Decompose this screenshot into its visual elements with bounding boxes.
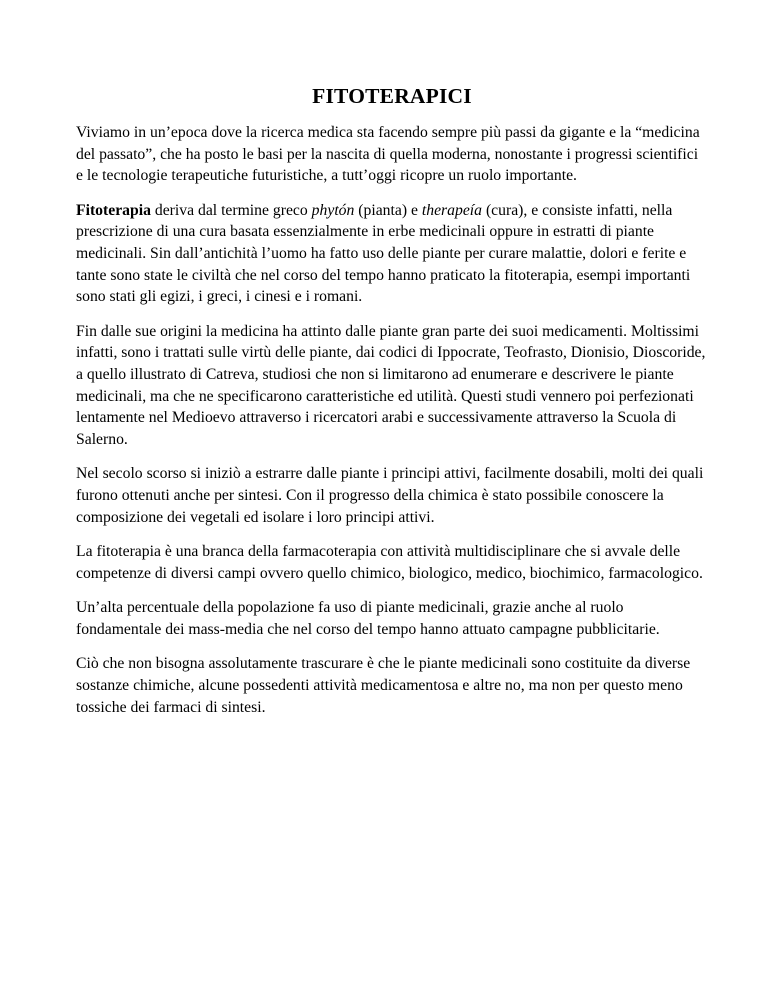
paragraph-discipline: La fitoterapia è una branca della farmacoterapia con attività multidisciplinare che si avvale delle competenze di diversi campi ovvero quello chimico, biologico, medico, biochimico, farmacologico.: [76, 543, 703, 582]
paragraph-intro: Viviamo in un’epoca dove la ricerca medica sta facendo sempre più passi da gigante e la “medicina del passato”, che ha posto le basi per la nascita di quella moderna, nonostante i progressi scientifici e le tecnologie terapeutiche futuristiche, a tutt’oggi ricopre un ruolo importante.: [76, 124, 700, 185]
greek-word-phyton: phytón: [311, 201, 355, 219]
document-title: FITOTERAPICI: [312, 84, 472, 108]
greek-word-therapeia: therapeía: [421, 201, 483, 219]
term-fitoterapia: Fitoterapia: [76, 201, 151, 219]
definition-text-1: deriva dal termine greco: [150, 201, 312, 219]
paragraph-active-principles: Nel secolo scorso si iniziò a estrarre dalle piante i principi attivi, facilmente dosabili, molti dei quali furono ottenuti anche per sintesi. Con il progresso della chimica è stato possibile conoscere la composizione dei vegetali ed isolare i loro principi attivi.: [76, 465, 704, 526]
paragraph-warning: Ciò che non bisogna assolutamente trascurare è che le piante medicinali sono costituite da diverse sostanze chimiche, alcune possedenti attività medicamentosa e altre no, ma non per questo meno tossiche dei farmaci di sintesi.: [76, 655, 691, 716]
paragraph-history: Fin dalle sue origini la medicina ha attinto dalle piante gran parte dei suoi medicamenti. Moltissimi infatti, sono i trattati sulle virtù delle piante, dai codici di Ippocrate, Teofrasto, Dionisio, Dioscoride, a quello illustrato di Catreva, studiosi che non si limitarono ad enumerare e descrivere le piante medicinali, ma che ne specificarono caratteristiche ed utilità. Questi studi vennero poi perfezionati lentamente nel Medioevo attraverso i ricercatori arabi e successivamente attraverso la Scuola di Salerno.: [76, 322, 706, 448]
definition-text-3: (cura), e consiste infatti, nella prescrizione di una cura basata essenzialmente in erbe medicinali oppure in estratti di piante medicinali. Sin dall’antichità l’uomo ha fatto uso delle piante per curare malattie, dolori e ferite e tante sono state le civiltà che nel corso del tempo hanno praticato la fitoterapia, esempi importanti sono stati gli egizi, i greci, i cinesi e i romani.: [76, 201, 691, 306]
definition-text-2: (pianta) e: [354, 201, 422, 219]
paragraph-definition: [76, 200, 708, 308]
paragraph-usage: Un’alta percentuale della popolazione fa uso di piante medicinali, grazie anche al ruolo fondamentale dei mass-media che nel corso del tempo hanno attuato campagne pubblicitarie.: [76, 599, 660, 638]
